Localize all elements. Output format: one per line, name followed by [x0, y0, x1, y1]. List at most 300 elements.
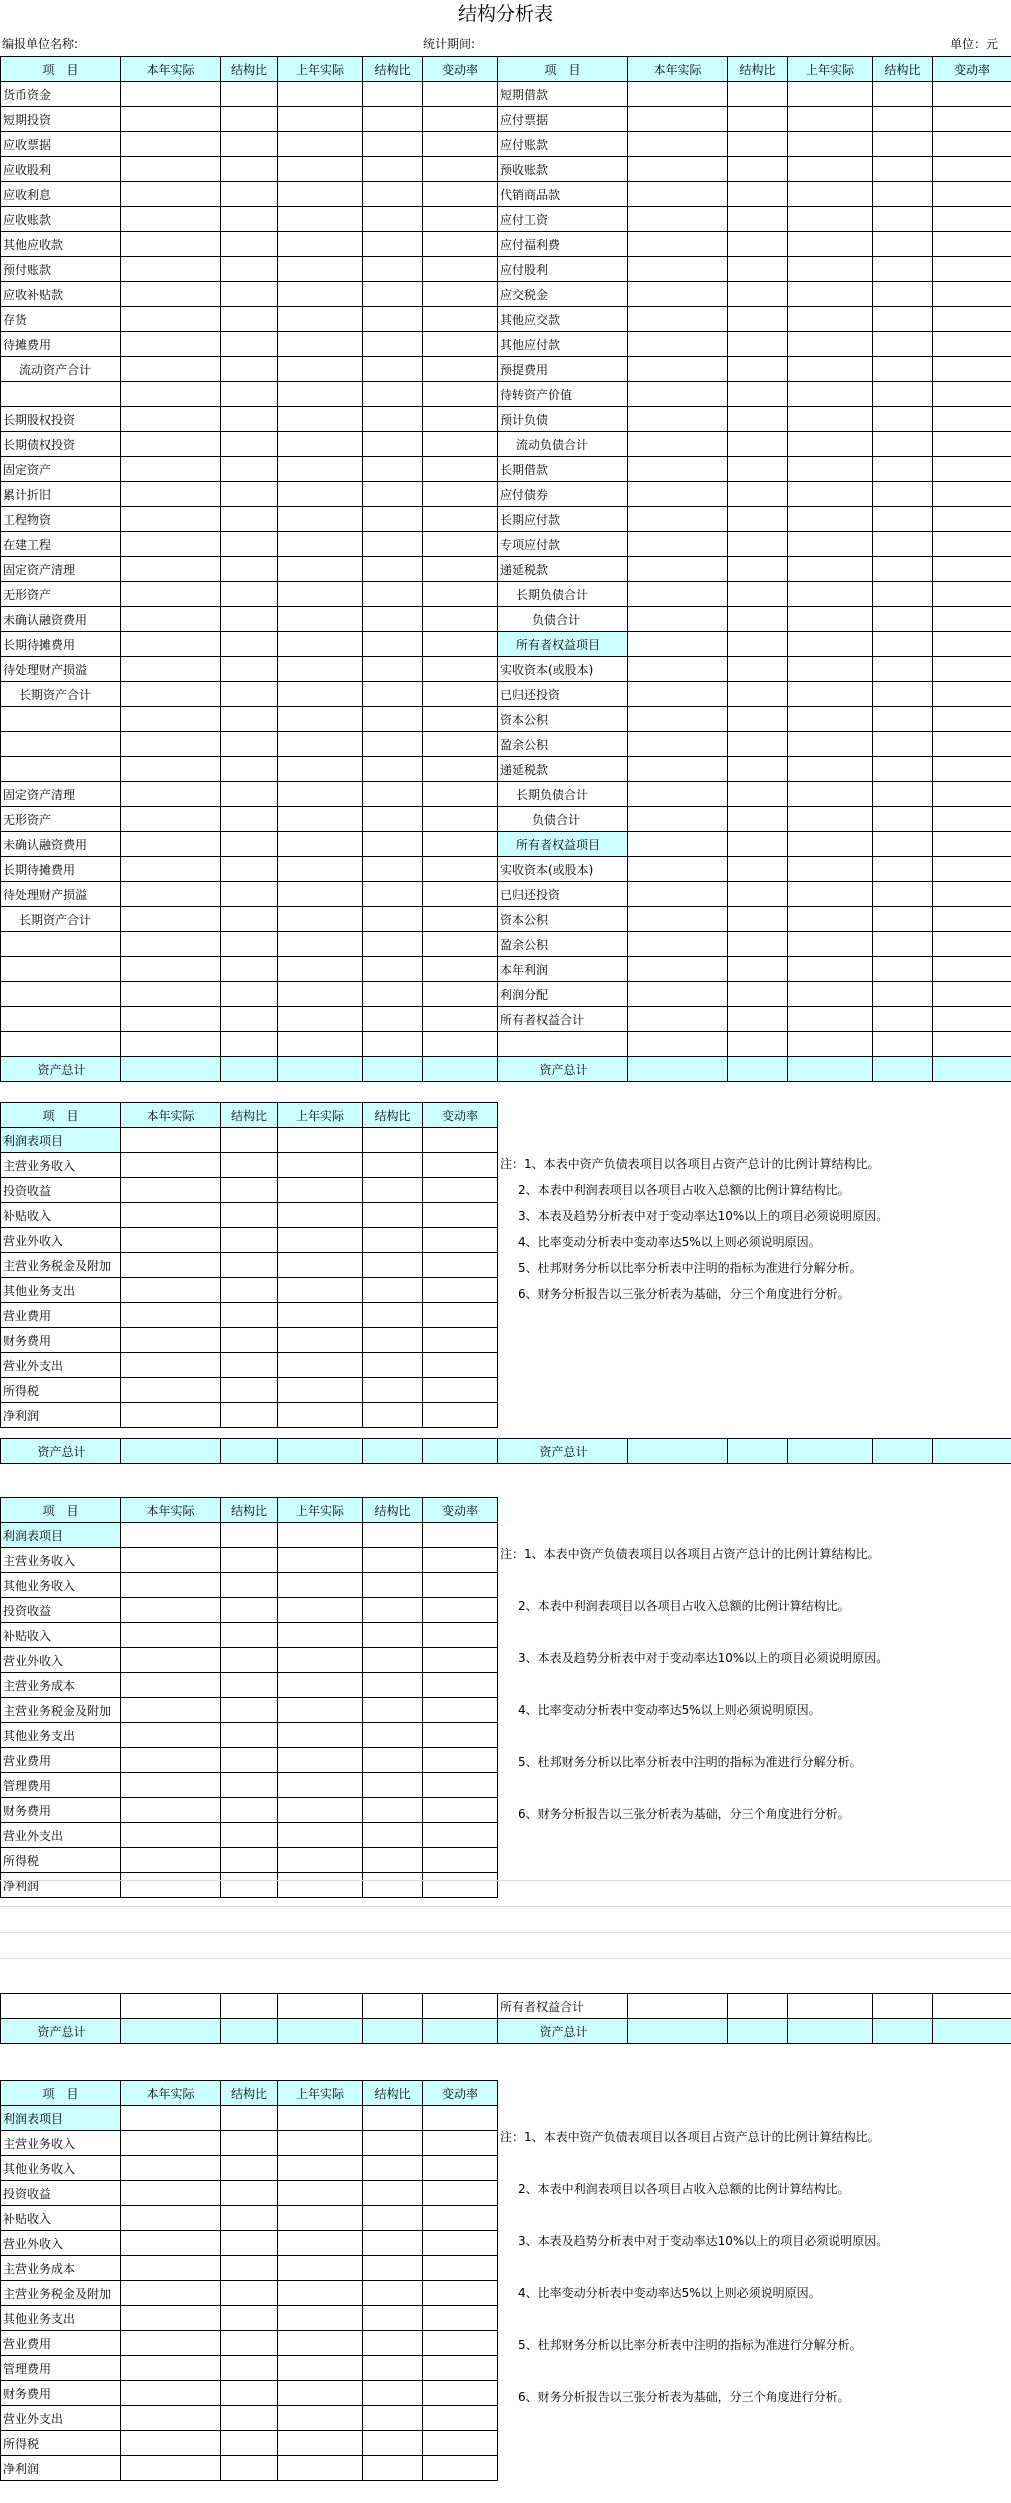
value-cell[interactable] — [363, 1773, 423, 1798]
value-cell[interactable] — [628, 207, 728, 232]
value-cell[interactable] — [121, 2206, 221, 2231]
value-cell[interactable] — [221, 532, 278, 557]
value-cell[interactable] — [278, 1178, 363, 1203]
value-cell[interactable] — [363, 907, 423, 932]
value-cell[interactable] — [278, 257, 363, 282]
value-cell[interactable] — [363, 1673, 423, 1698]
value-cell[interactable] — [221, 1823, 278, 1848]
value-cell[interactable] — [121, 1178, 221, 1203]
value-cell[interactable] — [221, 707, 278, 732]
value-cell[interactable] — [278, 1007, 363, 1032]
value-cell[interactable] — [363, 232, 423, 257]
value-cell[interactable] — [788, 607, 873, 632]
value-cell[interactable] — [628, 182, 728, 207]
value-cell[interactable] — [221, 1378, 278, 1403]
value-cell[interactable] — [933, 982, 1011, 1007]
value-cell[interactable] — [221, 982, 278, 1007]
value-cell[interactable] — [221, 207, 278, 232]
value-cell[interactable] — [728, 757, 788, 782]
value-cell[interactable] — [788, 107, 873, 132]
value-cell[interactable] — [423, 1007, 498, 1032]
value-cell[interactable] — [728, 457, 788, 482]
value-cell[interactable] — [221, 1353, 278, 1378]
value-cell[interactable] — [363, 1228, 423, 1253]
value-cell[interactable] — [363, 2019, 423, 2044]
value-cell[interactable] — [788, 457, 873, 482]
value-cell[interactable] — [933, 582, 1011, 607]
value-cell[interactable] — [278, 1403, 363, 1428]
value-cell[interactable] — [221, 1698, 278, 1723]
value-cell[interactable] — [121, 782, 221, 807]
value-cell[interactable] — [423, 2456, 498, 2481]
value-cell[interactable] — [121, 282, 221, 307]
value-cell[interactable] — [121, 1648, 221, 1673]
value-cell[interactable] — [221, 2256, 278, 2281]
value-cell[interactable] — [363, 582, 423, 607]
value-cell[interactable] — [933, 782, 1011, 807]
value-cell[interactable] — [873, 282, 933, 307]
value-cell[interactable] — [423, 1253, 498, 1278]
value-cell[interactable] — [933, 957, 1011, 982]
value-cell[interactable] — [788, 782, 873, 807]
value-cell[interactable] — [788, 857, 873, 882]
value-cell[interactable] — [628, 2019, 728, 2044]
value-cell[interactable] — [221, 932, 278, 957]
value-cell[interactable] — [628, 957, 728, 982]
value-cell[interactable] — [121, 482, 221, 507]
value-cell[interactable] — [121, 1303, 221, 1328]
value-cell[interactable] — [278, 507, 363, 532]
value-cell[interactable] — [873, 682, 933, 707]
value-cell[interactable] — [933, 107, 1011, 132]
value-cell[interactable] — [121, 2381, 221, 2406]
value-cell[interactable] — [221, 1548, 278, 1573]
value-cell[interactable] — [121, 1523, 221, 1548]
value-cell[interactable] — [221, 1178, 278, 1203]
value-cell[interactable] — [423, 2256, 498, 2281]
value-cell[interactable] — [363, 607, 423, 632]
value-cell[interactable] — [363, 1353, 423, 1378]
value-cell[interactable] — [423, 382, 498, 407]
value-cell[interactable] — [363, 1278, 423, 1303]
value-cell[interactable] — [423, 132, 498, 157]
value-cell[interactable] — [278, 82, 363, 107]
value-cell[interactable] — [423, 732, 498, 757]
value-cell[interactable] — [221, 107, 278, 132]
value-cell[interactable] — [221, 1303, 278, 1328]
value-cell[interactable] — [933, 807, 1011, 832]
value-cell[interactable] — [628, 782, 728, 807]
value-cell[interactable] — [363, 732, 423, 757]
value-cell[interactable] — [628, 582, 728, 607]
value-cell[interactable] — [221, 357, 278, 382]
value-cell[interactable] — [278, 1623, 363, 1648]
value-cell[interactable] — [628, 132, 728, 157]
value-cell[interactable] — [363, 1523, 423, 1548]
value-cell[interactable] — [363, 1057, 423, 1082]
value-cell[interactable] — [628, 807, 728, 832]
value-cell[interactable] — [363, 2281, 423, 2306]
value-cell[interactable] — [278, 1994, 363, 2019]
value-cell[interactable] — [278, 382, 363, 407]
value-cell[interactable] — [278, 1698, 363, 1723]
value-cell[interactable] — [121, 1439, 221, 1464]
value-cell[interactable] — [728, 607, 788, 632]
value-cell[interactable] — [278, 782, 363, 807]
value-cell[interactable] — [221, 807, 278, 832]
value-cell[interactable] — [121, 932, 221, 957]
value-cell[interactable] — [121, 1253, 221, 1278]
value-cell[interactable] — [121, 207, 221, 232]
value-cell[interactable] — [933, 282, 1011, 307]
value-cell[interactable] — [933, 382, 1011, 407]
value-cell[interactable] — [363, 1253, 423, 1278]
value-cell[interactable] — [363, 2156, 423, 2181]
value-cell[interactable] — [873, 457, 933, 482]
value-cell[interactable] — [278, 1748, 363, 1773]
value-cell[interactable] — [363, 1748, 423, 1773]
value-cell[interactable] — [363, 2406, 423, 2431]
value-cell[interactable] — [728, 107, 788, 132]
value-cell[interactable] — [278, 732, 363, 757]
value-cell[interactable] — [423, 907, 498, 932]
value-cell[interactable] — [121, 532, 221, 557]
value-cell[interactable] — [363, 1798, 423, 1823]
value-cell[interactable] — [278, 1303, 363, 1328]
value-cell[interactable] — [278, 2331, 363, 2356]
value-cell[interactable] — [423, 507, 498, 532]
value-cell[interactable] — [423, 1698, 498, 1723]
value-cell[interactable] — [423, 2431, 498, 2456]
value-cell[interactable] — [121, 807, 221, 832]
value-cell[interactable] — [933, 907, 1011, 932]
value-cell[interactable] — [728, 907, 788, 932]
value-cell[interactable] — [933, 357, 1011, 382]
value-cell[interactable] — [363, 1623, 423, 1648]
value-cell[interactable] — [121, 182, 221, 207]
value-cell[interactable] — [933, 332, 1011, 357]
value-cell[interactable] — [221, 882, 278, 907]
value-cell[interactable] — [728, 982, 788, 1007]
value-cell[interactable] — [221, 382, 278, 407]
value-cell[interactable] — [788, 157, 873, 182]
value-cell[interactable] — [121, 1698, 221, 1723]
value-cell[interactable] — [363, 532, 423, 557]
value-cell[interactable] — [278, 1278, 363, 1303]
value-cell[interactable] — [363, 2306, 423, 2331]
value-cell[interactable] — [628, 432, 728, 457]
value-cell[interactable] — [628, 82, 728, 107]
value-cell[interactable] — [121, 682, 221, 707]
value-cell[interactable] — [221, 1057, 278, 1082]
value-cell[interactable] — [788, 732, 873, 757]
value-cell[interactable] — [221, 2156, 278, 2181]
value-cell[interactable] — [121, 2406, 221, 2431]
value-cell[interactable] — [628, 457, 728, 482]
value-cell[interactable] — [278, 432, 363, 457]
value-cell[interactable] — [933, 507, 1011, 532]
value-cell[interactable] — [423, 1403, 498, 1428]
value-cell[interactable] — [873, 257, 933, 282]
value-cell[interactable] — [278, 882, 363, 907]
value-cell[interactable] — [788, 207, 873, 232]
value-cell[interactable] — [121, 957, 221, 982]
value-cell[interactable] — [933, 757, 1011, 782]
value-cell[interactable] — [121, 1228, 221, 1253]
value-cell[interactable] — [628, 932, 728, 957]
value-cell[interactable] — [423, 1994, 498, 2019]
value-cell[interactable] — [628, 1994, 728, 2019]
value-cell[interactable] — [423, 657, 498, 682]
value-cell[interactable] — [423, 282, 498, 307]
value-cell[interactable] — [933, 307, 1011, 332]
value-cell[interactable] — [628, 757, 728, 782]
value-cell[interactable] — [423, 2106, 498, 2131]
value-cell[interactable] — [873, 407, 933, 432]
value-cell[interactable] — [221, 682, 278, 707]
value-cell[interactable] — [221, 332, 278, 357]
value-cell[interactable] — [788, 982, 873, 1007]
value-cell[interactable] — [121, 1623, 221, 1648]
value-cell[interactable] — [278, 707, 363, 732]
value-cell[interactable] — [873, 832, 933, 857]
value-cell[interactable] — [933, 132, 1011, 157]
value-cell[interactable] — [788, 357, 873, 382]
value-cell[interactable] — [121, 2256, 221, 2281]
value-cell[interactable] — [121, 1278, 221, 1303]
value-cell[interactable] — [363, 1823, 423, 1848]
value-cell[interactable] — [423, 782, 498, 807]
value-cell[interactable] — [221, 157, 278, 182]
value-cell[interactable] — [788, 507, 873, 532]
value-cell[interactable] — [121, 832, 221, 857]
value-cell[interactable] — [788, 82, 873, 107]
value-cell[interactable] — [278, 2181, 363, 2206]
value-cell[interactable] — [933, 932, 1011, 957]
value-cell[interactable] — [628, 632, 728, 657]
value-cell[interactable] — [423, 1873, 498, 1898]
value-cell[interactable] — [278, 932, 363, 957]
value-cell[interactable] — [221, 1203, 278, 1228]
value-cell[interactable] — [278, 2281, 363, 2306]
value-cell[interactable] — [221, 257, 278, 282]
value-cell[interactable] — [423, 2181, 498, 2206]
value-cell[interactable] — [728, 1007, 788, 1032]
value-cell[interactable] — [363, 982, 423, 1007]
value-cell[interactable] — [221, 2181, 278, 2206]
value-cell[interactable] — [363, 257, 423, 282]
value-cell[interactable] — [788, 557, 873, 582]
value-cell[interactable] — [728, 132, 788, 157]
value-cell[interactable] — [221, 2306, 278, 2331]
value-cell[interactable] — [221, 1598, 278, 1623]
value-cell[interactable] — [728, 1994, 788, 2019]
value-cell[interactable] — [728, 882, 788, 907]
value-cell[interactable] — [423, 432, 498, 457]
value-cell[interactable] — [788, 2019, 873, 2044]
value-cell[interactable] — [873, 157, 933, 182]
value-cell[interactable] — [423, 807, 498, 832]
value-cell[interactable] — [728, 632, 788, 657]
value-cell[interactable] — [423, 2281, 498, 2306]
value-cell[interactable] — [278, 1798, 363, 1823]
value-cell[interactable] — [933, 257, 1011, 282]
value-cell[interactable] — [363, 657, 423, 682]
value-cell[interactable] — [728, 382, 788, 407]
value-cell[interactable] — [728, 1057, 788, 1082]
value-cell[interactable] — [423, 307, 498, 332]
value-cell[interactable] — [728, 432, 788, 457]
value-cell[interactable] — [121, 757, 221, 782]
value-cell[interactable] — [423, 2156, 498, 2181]
value-cell[interactable] — [278, 1873, 363, 1898]
value-cell[interactable] — [873, 957, 933, 982]
value-cell[interactable] — [363, 1153, 423, 1178]
value-cell[interactable] — [221, 757, 278, 782]
value-cell[interactable] — [423, 1178, 498, 1203]
value-cell[interactable] — [628, 232, 728, 257]
value-cell[interactable] — [423, 1328, 498, 1353]
value-cell[interactable] — [423, 932, 498, 957]
value-cell[interactable] — [278, 1353, 363, 1378]
value-cell[interactable] — [363, 1403, 423, 1428]
value-cell[interactable] — [221, 232, 278, 257]
value-cell[interactable] — [278, 1548, 363, 1573]
value-cell[interactable] — [628, 1057, 728, 1082]
value-cell[interactable] — [363, 482, 423, 507]
value-cell[interactable] — [221, 507, 278, 532]
value-cell[interactable] — [873, 182, 933, 207]
value-cell[interactable] — [423, 1278, 498, 1303]
value-cell[interactable] — [363, 2106, 423, 2131]
value-cell[interactable] — [278, 357, 363, 382]
value-cell[interactable] — [423, 157, 498, 182]
value-cell[interactable] — [728, 682, 788, 707]
value-cell[interactable] — [278, 2381, 363, 2406]
value-cell[interactable] — [728, 2019, 788, 2044]
value-cell[interactable] — [873, 757, 933, 782]
value-cell[interactable] — [423, 957, 498, 982]
value-cell[interactable] — [363, 2331, 423, 2356]
value-cell[interactable] — [363, 357, 423, 382]
value-cell[interactable] — [423, 2381, 498, 2406]
value-cell[interactable] — [423, 2306, 498, 2331]
value-cell[interactable] — [873, 732, 933, 757]
value-cell[interactable] — [628, 982, 728, 1007]
value-cell[interactable] — [221, 2206, 278, 2231]
value-cell[interactable] — [278, 1723, 363, 1748]
value-cell[interactable] — [221, 1573, 278, 1598]
value-cell[interactable] — [121, 1203, 221, 1228]
value-cell[interactable] — [933, 557, 1011, 582]
value-cell[interactable] — [363, 557, 423, 582]
value-cell[interactable] — [363, 2131, 423, 2156]
value-cell[interactable] — [363, 1007, 423, 1032]
value-cell[interactable] — [628, 707, 728, 732]
value-cell[interactable] — [728, 332, 788, 357]
value-cell[interactable] — [788, 407, 873, 432]
value-cell[interactable] — [278, 2131, 363, 2156]
value-cell[interactable] — [423, 1848, 498, 1873]
value-cell[interactable] — [788, 1439, 873, 1464]
value-cell[interactable] — [121, 1994, 221, 2019]
value-cell[interactable] — [363, 182, 423, 207]
value-cell[interactable] — [278, 2231, 363, 2256]
value-cell[interactable] — [873, 1439, 933, 1464]
value-cell[interactable] — [788, 332, 873, 357]
value-cell[interactable] — [121, 1823, 221, 1848]
value-cell[interactable] — [423, 832, 498, 857]
value-cell[interactable] — [278, 2019, 363, 2044]
value-cell[interactable] — [278, 2156, 363, 2181]
value-cell[interactable] — [278, 1128, 363, 1153]
value-cell[interactable] — [221, 657, 278, 682]
value-cell[interactable] — [788, 632, 873, 657]
value-cell[interactable] — [363, 157, 423, 182]
value-cell[interactable] — [788, 1007, 873, 1032]
value-cell[interactable] — [221, 307, 278, 332]
value-cell[interactable] — [873, 807, 933, 832]
value-cell[interactable] — [121, 1153, 221, 1178]
value-cell[interactable] — [873, 632, 933, 657]
value-cell[interactable] — [121, 2331, 221, 2356]
value-cell[interactable] — [121, 732, 221, 757]
value-cell[interactable] — [423, 1523, 498, 1548]
value-cell[interactable] — [121, 632, 221, 657]
value-cell[interactable] — [121, 1723, 221, 1748]
value-cell[interactable] — [121, 357, 221, 382]
value-cell[interactable] — [873, 332, 933, 357]
value-cell[interactable] — [278, 1057, 363, 1082]
value-cell[interactable] — [788, 707, 873, 732]
value-cell[interactable] — [873, 782, 933, 807]
value-cell[interactable] — [873, 82, 933, 107]
value-cell[interactable] — [363, 1203, 423, 1228]
value-cell[interactable] — [278, 332, 363, 357]
value-cell[interactable] — [221, 732, 278, 757]
value-cell[interactable] — [363, 457, 423, 482]
value-cell[interactable] — [121, 1598, 221, 1623]
value-cell[interactable] — [788, 1032, 873, 1057]
value-cell[interactable] — [221, 407, 278, 432]
value-cell[interactable] — [933, 532, 1011, 557]
value-cell[interactable] — [278, 1378, 363, 1403]
value-cell[interactable] — [363, 1032, 423, 1057]
value-cell[interactable] — [423, 1823, 498, 1848]
value-cell[interactable] — [278, 1203, 363, 1228]
value-cell[interactable] — [788, 657, 873, 682]
value-cell[interactable] — [873, 1994, 933, 2019]
value-cell[interactable] — [788, 432, 873, 457]
value-cell[interactable] — [363, 307, 423, 332]
value-cell[interactable] — [423, 2231, 498, 2256]
value-cell[interactable] — [728, 1032, 788, 1057]
value-cell[interactable] — [873, 882, 933, 907]
value-cell[interactable] — [121, 657, 221, 682]
value-cell[interactable] — [278, 232, 363, 257]
value-cell[interactable] — [933, 632, 1011, 657]
value-cell[interactable] — [363, 2181, 423, 2206]
value-cell[interactable] — [933, 157, 1011, 182]
value-cell[interactable] — [933, 1057, 1011, 1082]
value-cell[interactable] — [788, 957, 873, 982]
value-cell[interactable] — [728, 732, 788, 757]
value-cell[interactable] — [873, 2019, 933, 2044]
value-cell[interactable] — [423, 1723, 498, 1748]
value-cell[interactable] — [278, 957, 363, 982]
value-cell[interactable] — [121, 2019, 221, 2044]
value-cell[interactable] — [121, 232, 221, 257]
